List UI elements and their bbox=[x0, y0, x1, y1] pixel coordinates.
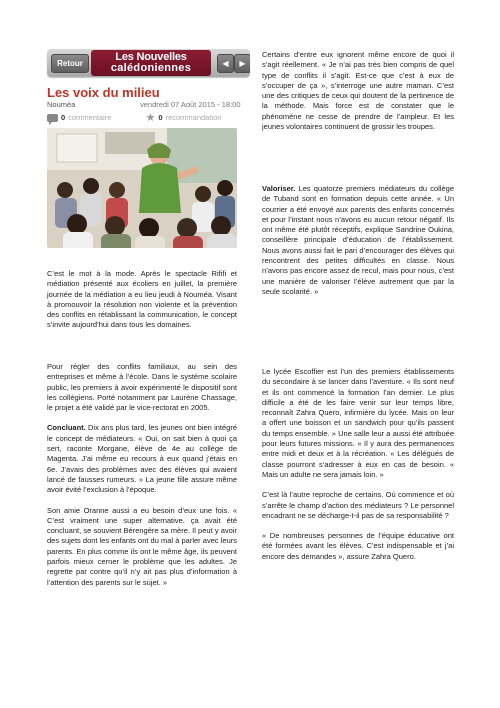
paragraph: C’est le mot à la mode. Après le spectacle Rififi et médiation présenté aux écoliers en juillet, la première journée de la médiation a eu lieu jeudi à Nouméa. Visant à promouvoir la résolution non violente et la prévention des conflits en rétablissant la communication, le concept s’invite aujourd’hui dans tous les domaines. bbox=[47, 269, 237, 330]
arrow-left-icon: ◀ bbox=[222, 59, 229, 68]
star-icon[interactable]: ★ bbox=[145, 112, 156, 124]
previous-article-button[interactable] bbox=[217, 54, 234, 73]
comment-icon[interactable] bbox=[47, 114, 58, 122]
left-column-intro bbox=[47, 269, 237, 341]
comment-label[interactable]: commentaire bbox=[68, 113, 112, 122]
comment-count: 0 bbox=[61, 113, 66, 122]
paragraph-lead: Concluant. bbox=[47, 423, 86, 433]
header-banner bbox=[47, 49, 250, 77]
next-article-button[interactable] bbox=[234, 54, 250, 73]
right-column-top bbox=[262, 50, 454, 142]
article-date: vendredi 07 Août 2015 - 18:00 bbox=[140, 100, 241, 109]
paragraph: C’est là l’autre reproche de certains. Où commence et où s’arrête le champ d’action des médiateurs ? Le personnel encadrant ne se décharge-t-il pas de sa responsabilité ? bbox=[262, 490, 454, 520]
right-column-middle bbox=[262, 184, 454, 307]
paragraph: Certains d’entre eux ignorent même encore de quoi il s’agit réellement. « Je n’ai pas très bien compris de quel type de conflits il s’agit. Est-ce que c’est à eux de s’occuper de ça », s’interroge une autre maman. C’est une des critiques de ceux qui doutent de la pertinence de la méthode. Mais force est de constater que le phénomène ne cesse de prendre de l’ampleur. Et les jeunes volontaires continuent de grossir les troupes. bbox=[262, 50, 454, 132]
paragraph: Pour régler des conflits familiaux, au sein des entreprises et même à l’école. Dans le système scolaire public, les premiers à avoir expérimenté le dispositif sont les collégiens. Porté notamment par Laurène Chassage, le projet a été validé par le vice-rectorat en 2005. bbox=[47, 362, 237, 413]
back-button[interactable]: Retour bbox=[51, 54, 89, 73]
paragraph-text: Les quatorze premiers médiateurs du collège de Tuband sont en formation depuis cette année. « Un courrier a été envoyé aux parents des enfants concernés et pour l’instant nous n’avons eu aucun retour négatif. Ils ont même été plutôt réceptifs, explique Sandrine Oukina, conseillère principale d’éducation de l’établissement. Nous avons aussi fait le pari d’encourager des élèves qui rencontrent des petites difficultés en classe. Nous n’avons pas encore assez de recul, mais pour nous, c’est une manière de valoriser l’élève autrement que par la seule scolarité. » bbox=[262, 184, 454, 296]
classroom-photo-illustration bbox=[47, 128, 237, 248]
paragraph-text: Dix ans plus tard, les jeunes ont bien intégré le concept de médiateurs. « Oui, on sait bien à quoi ça sert, raconte Morgane, élève de 4e au collège de Magenta. J’ai même eu recours à eux quand j’étais en 6e. J’avais des problèmes avec des élèves qui avaient lancé de fausses rumeurs. » La jeune fille assure même avoir évité l’exclusion à l’époque. bbox=[47, 423, 237, 495]
paragraph bbox=[47, 423, 237, 495]
paragraph: Le lycée Escoffier est l’un des premiers établissements du secondaire à se lancer dans l’aventure. « Ils sont neuf et ils ont commencé la formation l’an dernier. Le plus difficile a été de les faire venir sur leur temps libre, reconnaît Zahra Quero, infirmière du lycée. Mais on leur a offert une boisson et un sandwich pour qu’ils passent du temps ensemble. » Une salle leur a aussi été attribuée pour leurs futures missions. « Il y aura des permanences entre midi et deux et à la récréation. « Les délégués de classe pourront s’adresser à eux en cas de besoin. « Mais un adulte ne sera jamais loin. » bbox=[262, 367, 454, 479]
brand-line-2: calédoniennes bbox=[110, 62, 192, 74]
article-photo bbox=[47, 128, 237, 248]
arrow-right-icon: ▶ bbox=[239, 59, 246, 68]
article-location: Nouméa bbox=[47, 100, 76, 109]
paragraph-lead: Valoriser. bbox=[262, 184, 296, 193]
brand-line-1: Les Nouvelles bbox=[115, 51, 187, 63]
brand-logo[interactable] bbox=[91, 50, 211, 76]
recommend-count: 0 bbox=[158, 113, 163, 122]
article-title: Les voix du milieu bbox=[47, 85, 160, 100]
paragraph: Son amie Oranne aussi a eu besoin d’eux une fois. « C’est vraiment une super alternative. ça avait été concluant, se souvient Bérengère sa mère. Il peut y avoir des sujets dont les enfants ont du mal à parler avec leurs parents. En plus comme ils ont le même âge, ils peuvent parfois mieux cerner le problème que les adultes. Je regrette par contre qu’il n’y ait pas plus d’information à l’attention des parents sur le sujet. » bbox=[47, 505, 237, 587]
paragraph bbox=[262, 184, 454, 297]
left-column-body bbox=[47, 362, 237, 598]
right-column-bottom bbox=[262, 367, 454, 572]
paragraph: « De nombreuses personnes de l’équipe éducative ont été formées avant les élèves. C’est indispensable et j’ai encore des demandes », assure Zahra Quero. bbox=[262, 531, 454, 561]
recommend-label[interactable]: recommandation bbox=[165, 113, 222, 122]
article-stats bbox=[47, 111, 221, 124]
